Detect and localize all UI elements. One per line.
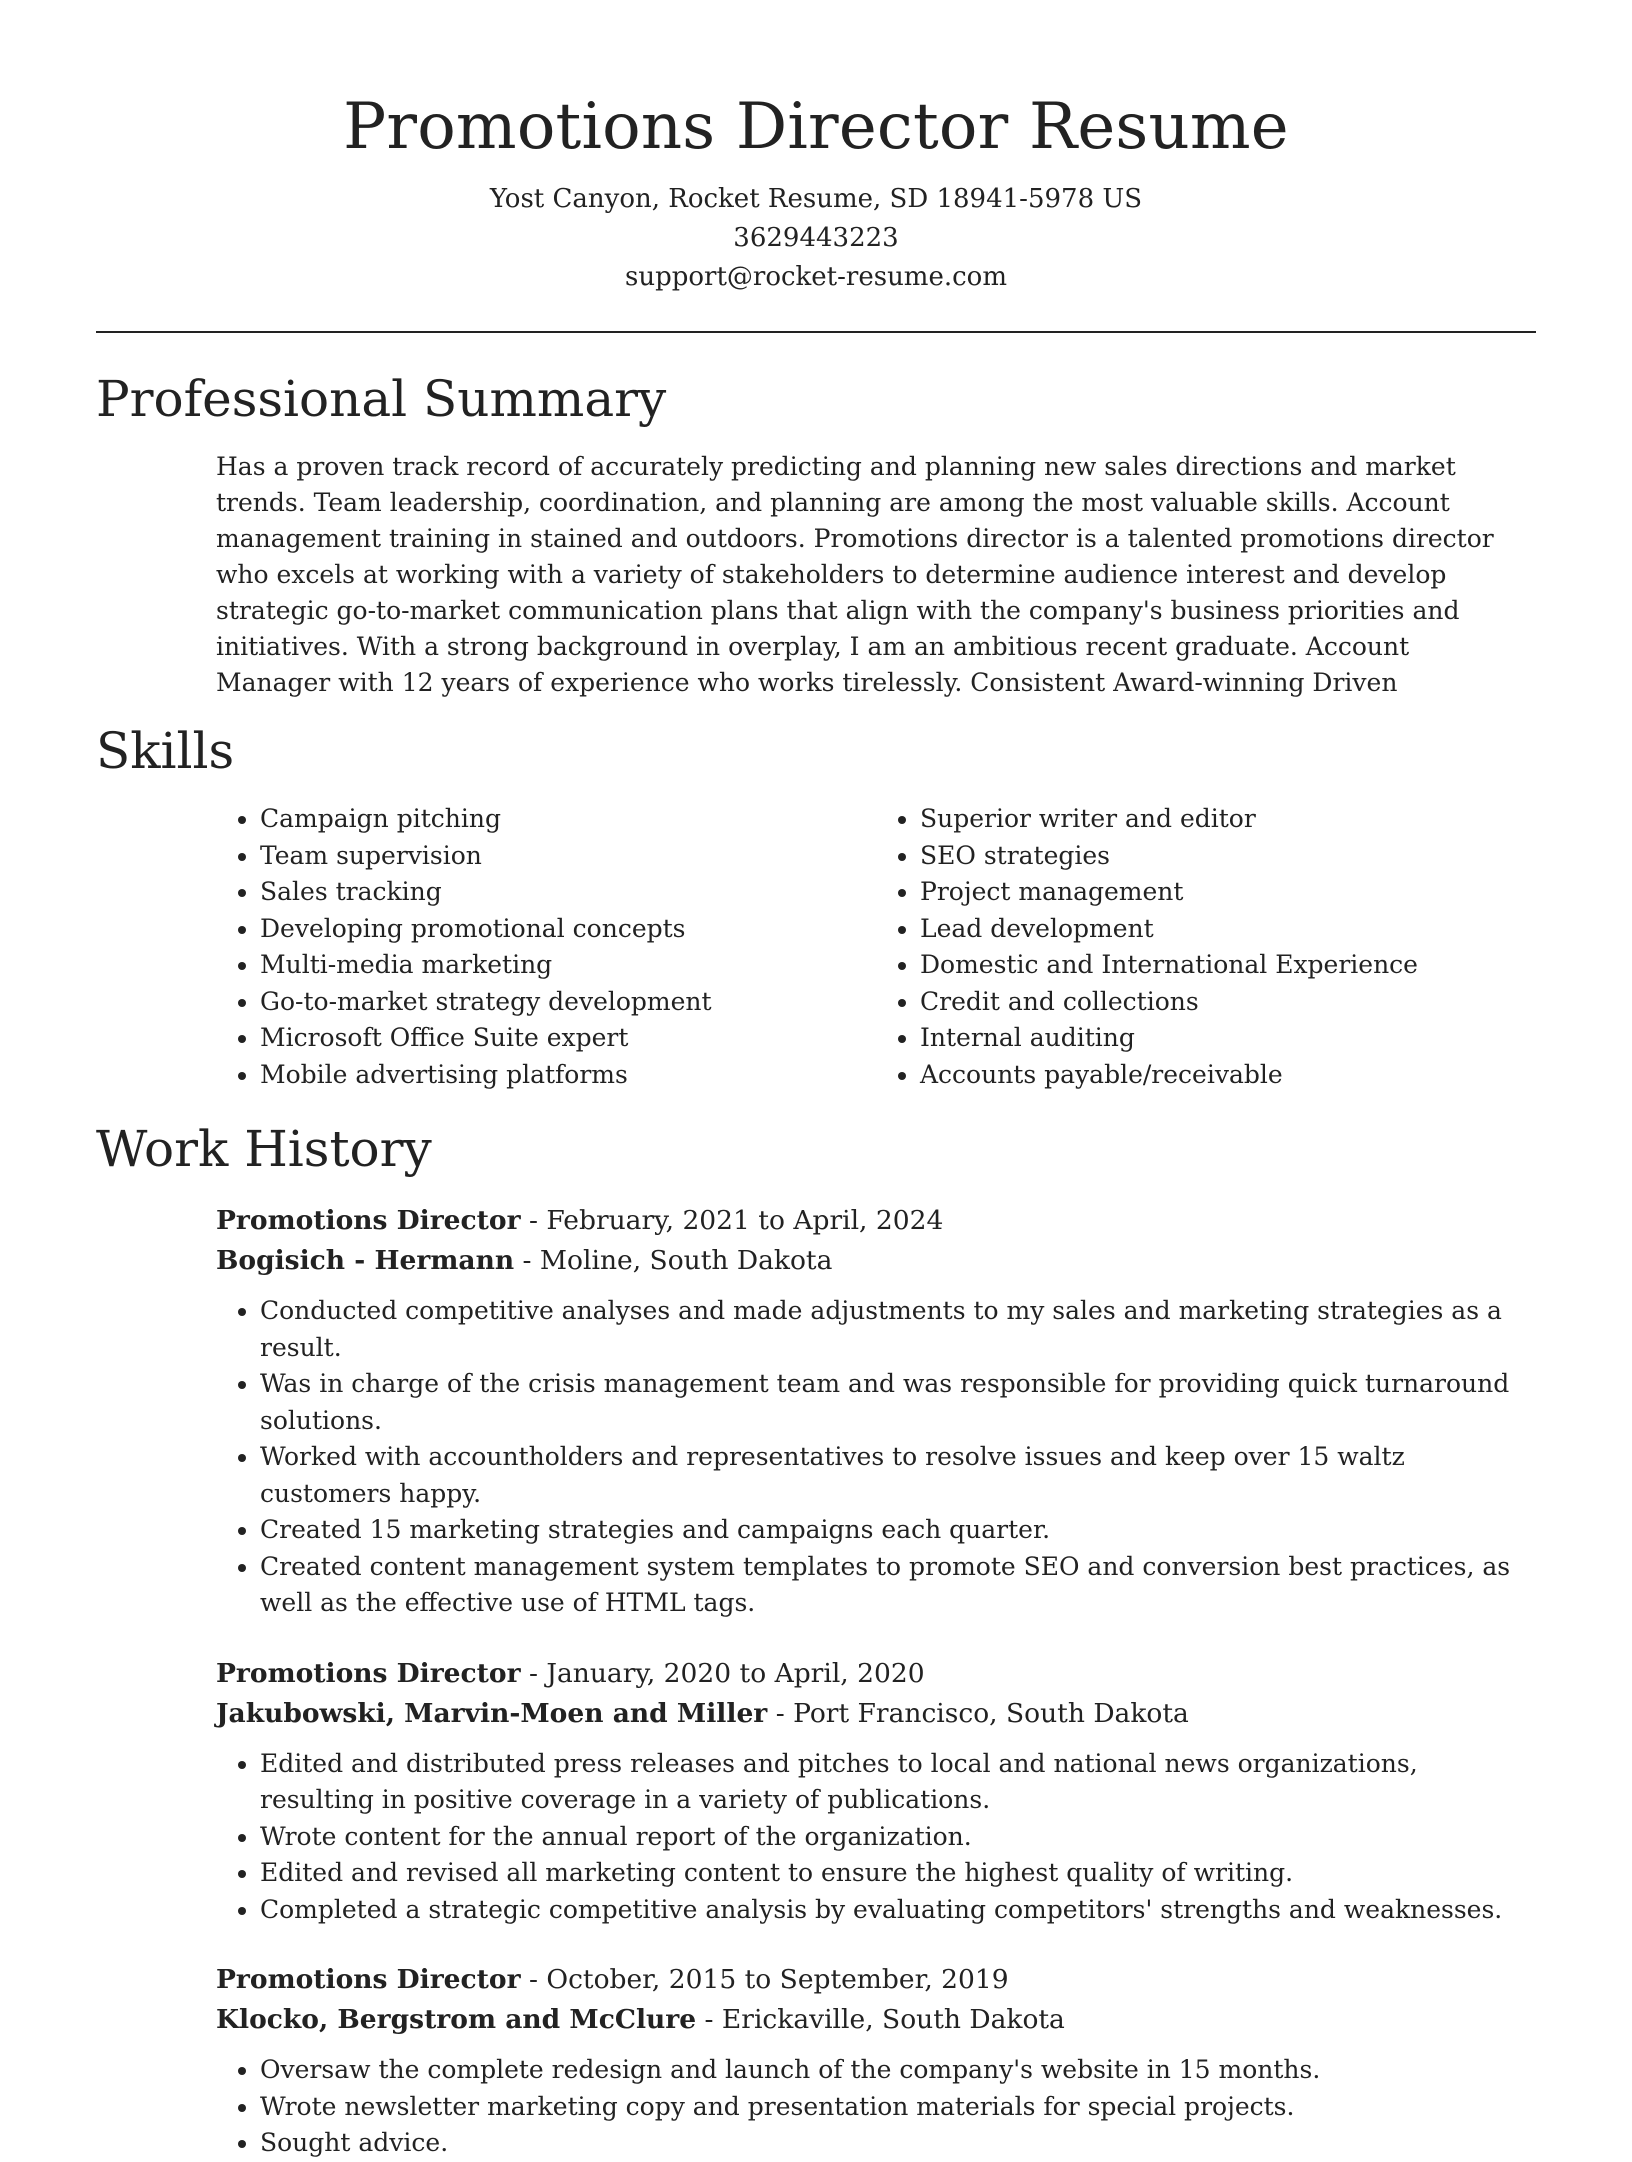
job-entry [216, 1201, 1536, 1622]
job-bullet: • Oversaw the complete redesign and launch of the company's website in 15 months. [260, 2052, 1536, 2089]
skills-column-right [876, 801, 1536, 1093]
job-dates: - October, 2015 to September, 2019 [520, 1964, 1009, 1995]
job-bullet: • Created content management system templates to promote SEO and conversion best practices, as well as the effective use of HTML tags. [260, 1549, 1536, 1622]
skill-item: • Go-to-market strategy development [260, 984, 876, 1021]
skill-item: • Campaign pitching [260, 801, 876, 838]
job-location: - Erickaville, South Dakota [696, 2004, 1065, 2035]
job-dates: - January, 2020 to April, 2020 [520, 1657, 925, 1689]
skill-item: • Team supervision [260, 838, 876, 875]
job-company: Klocko, Bergstrom and McClure [216, 2004, 697, 2035]
skill-item: • Accounts payable/receivable [920, 1057, 1536, 1094]
contact-email: support@rocket-resume.com [624, 262, 1007, 292]
summary-text: Has a proven track record of accurately predicting and planning new sales directions and market trends. Team leadership, coordination, and planning are among the most valuable skills. Account management training in stained and outdoors. Promotions director is a talented promotions director who excels at working with a variety of stakeholders to determine audience interest and develop strategic go-to-market communication plans that align with the company's business priorities and initiatives. With a strong background in overplay, I am an ambitious recent graduate. Account Manager with 12 years of experience who works tirelessly. Consistent Award-winning Driven [216, 452, 1494, 697]
job-bullets [216, 1746, 1536, 1929]
summary-section [96, 369, 1536, 701]
job-bullets [216, 1293, 1536, 1622]
skill-item: • Lead development [920, 911, 1536, 948]
skill-item: • Sales tracking [260, 874, 876, 911]
job-bullets [216, 2052, 1536, 2162]
skill-item: • Superior writer and editor [920, 801, 1536, 838]
job-company-line [216, 1241, 1536, 1281]
job-bullet: • Created 15 marketing strategies and campaigns each quarter. [260, 1512, 1536, 1549]
job-bullet: • Wrote newsletter marketing copy and presentation materials for special projects. [260, 2089, 1536, 2126]
skill-item: • Mobile advertising platforms [260, 1057, 876, 1094]
job-bullet: • Edited and revised all marketing content to ensure the highest quality of writing. [260, 1855, 1536, 1892]
skill-item: • Microsoft Office Suite expert [260, 1020, 876, 1057]
summary-heading: Professional Summary [96, 370, 667, 428]
job-entry [216, 1654, 1536, 1929]
job-company-line [216, 2000, 1536, 2040]
work-history-section [96, 1119, 1536, 2162]
job-location: - Port Francisco, South Dakota [767, 1697, 1189, 1729]
skill-item: • Multi-media marketing [260, 947, 876, 984]
job-dates: - February, 2021 to April, 2024 [520, 1205, 944, 1236]
job-bullet: • Conducted competitive analyses and made adjustments to my sales and marketing strategies as a result. [260, 1293, 1536, 1366]
skill-item: • Project management [920, 874, 1536, 911]
contact-phone: 3629443223 [733, 223, 899, 253]
header-divider [96, 331, 1536, 333]
job-title-line [216, 1960, 1536, 2000]
job-title: Promotions Director [216, 1964, 521, 1995]
work-history-heading: Work History [96, 1120, 432, 1178]
resume-title: Promotions Director Resume [343, 90, 1289, 164]
resume-header [96, 0, 1536, 297]
job-title-line [216, 1654, 1536, 1694]
job-entry [216, 1960, 1536, 2162]
job-bullet: • Completed a strategic competitive analysis by evaluating competitors' strengths and weaknesses. [260, 1892, 1536, 1929]
job-bullet: • Sought advice. [260, 2125, 1536, 2162]
job-company: Jakubowski, Marvin-Moen and Miller [216, 1697, 768, 1729]
job-bullet: • Worked with accountholders and representatives to resolve issues and keep over 15 waltz customers happy. [260, 1439, 1536, 1512]
skills-heading: Skills [96, 722, 235, 780]
skill-item: • SEO strategies [920, 838, 1536, 875]
skills-section [96, 721, 1536, 1093]
job-bullet: • Wrote content for the annual report of the organization. [260, 1819, 1536, 1856]
skill-item: • Domestic and International Experience [920, 947, 1536, 984]
job-title: Promotions Director [216, 1657, 521, 1689]
skill-item: • Credit and collections [920, 984, 1536, 1021]
contact-block [96, 180, 1536, 297]
job-company-line [216, 1694, 1536, 1734]
job-title-line [216, 1201, 1536, 1241]
contact-address: Yost Canyon, Rocket Resume, SD 18941-5978 US [489, 184, 1143, 214]
skills-column-left [216, 801, 876, 1093]
skill-item: • Developing promotional concepts [260, 911, 876, 948]
resume-page [96, 0, 1536, 2162]
skill-item: • Internal auditing [920, 1020, 1536, 1057]
job-company: Bogisich - Hermann [216, 1245, 515, 1276]
skills-grid [216, 801, 1536, 1093]
job-bullet: • Was in charge of the crisis management team and was responsible for providing quick turnaround solutions. [260, 1366, 1536, 1439]
job-bullet: • Edited and distributed press releases and pitches to local and national news organizations, resulting in positive coverage in a variety of publications. [260, 1746, 1536, 1819]
job-location: - Moline, South Dakota [514, 1245, 833, 1276]
job-title: Promotions Director [216, 1205, 521, 1236]
